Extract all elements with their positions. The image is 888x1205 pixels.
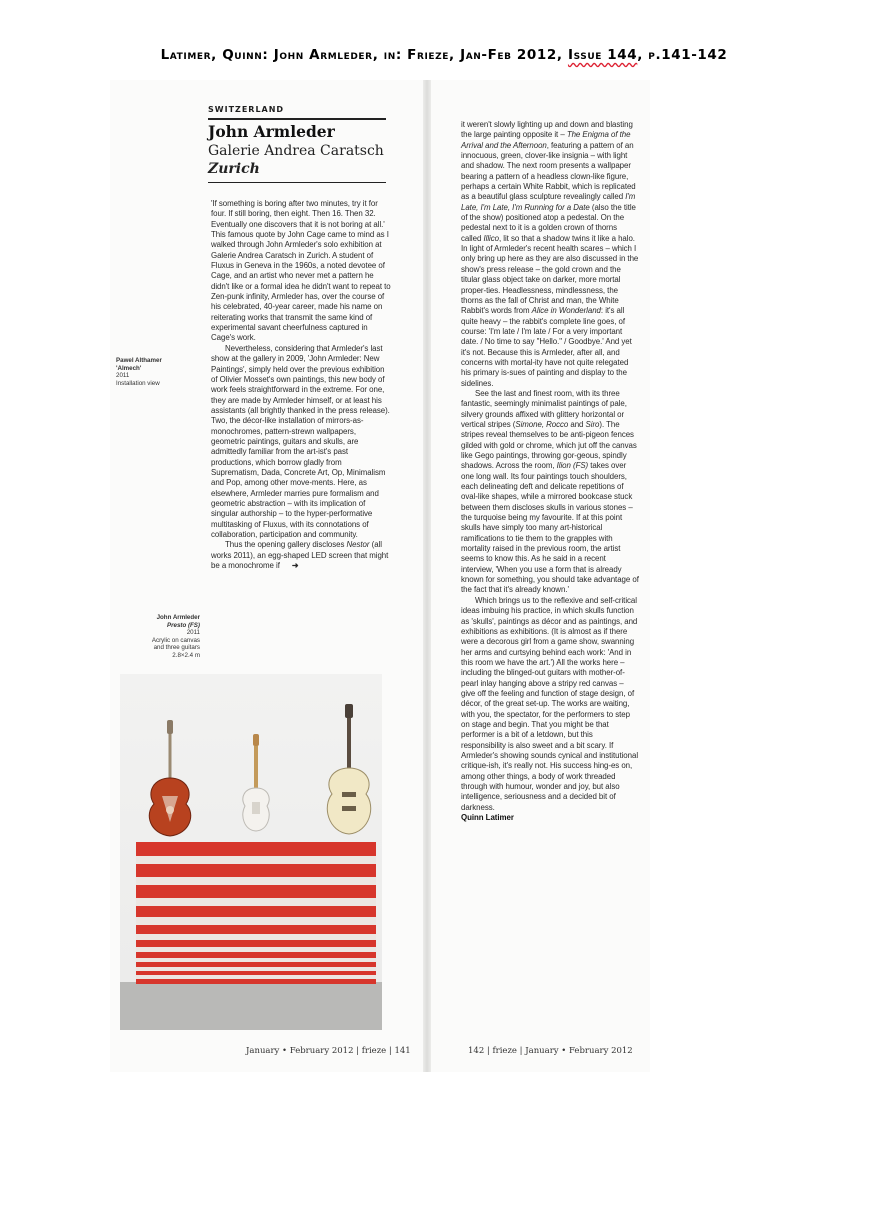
caption-work: Presto (FS): [166, 621, 200, 629]
article-venue: Galerie Andrea Caratsch: [208, 143, 384, 159]
article-title: John Armleder: [208, 122, 335, 141]
article-column-2: [461, 120, 639, 823]
title-rule-top: [208, 118, 386, 120]
caption-althamer: [116, 357, 196, 387]
footer-page-142: 142 | frieze | January • February 2012: [468, 1046, 633, 1056]
citation-text: Latimer, Quinn: John Armleder, in: Frieze, Jan-Feb 2012,: [160, 47, 563, 63]
section-kicker: SWITZERLAND: [208, 105, 285, 114]
footer-page-141: January • February 2012 | frieze | 141: [246, 1046, 411, 1056]
article-column-1: [211, 199, 391, 571]
citation-issue: Issue 144: [567, 47, 638, 63]
gallery-floor: [120, 982, 382, 1030]
caption-work: 'Almech': [116, 364, 142, 372]
citation-pages: , p.141-142: [637, 47, 728, 63]
caption-size: 2.8×2.4 m: [172, 651, 200, 659]
page-gutter: [423, 80, 431, 1072]
caption-medium: and three guitars: [153, 644, 200, 652]
paragraph: Which brings us to the reflexive and self-critical ideas imbuing his practice, in which skulls function as 'skulls', paintings as décor and as paintings, and exhibitions as exhibitions. (It is almost as if there were a decorous girl from a game show, swanning her arms and curtsying behind each work: 'And in this room we have the art.') All the works here – including the blinged-out guitars with mother-of-pearl inlay hanging above a stripy red canvas – give off the feeling and function of stage design, of décor, of the great set-up. The works are waiting, with you, the spectator, for the performers to step on stage and begin. That you might be that performer is a bit of a letdown, but this responsibility is also sweet and a bit scary. If Armleder's showing sounds cynical and institutional critique-ish, it's really not. His success hing-es on, among other things, a body of work threaded through with humour, wonder and joy, but also intelligence, seriousness and a decided bit of darkness.: [461, 595, 639, 812]
caption-artist: John Armleder: [156, 614, 200, 621]
citation-header: [0, 47, 888, 63]
paragraph: 'If something is boring after two minutes, try it for four. If still boring, then eight. Then 16. Then 32. Eventually one discovers that it is not boring at all.' This famous quote by John Cage came to mind as I walked through John Armleder's solo exhibition at Galerie Andrea Caratsch in Zurich. A student of Fluxus in Geneva in the 1960s, a noted devotee of Cage, and an artist who never met a pattern he didn't like or a formal idea he didn't want to repeat to Zen-punk infinity, Armleder has, over the course of his celebrated, 40-year career, made his name on reiterating works that transmit the same kind of experimental savant cheerfulness captured in Cage's work.: [211, 199, 391, 343]
stripe-painting: [136, 842, 376, 984]
continue-arrow-icon: ➜: [291, 561, 299, 571]
orange-guitar-icon: [142, 718, 198, 840]
cream-guitar-icon: [320, 702, 378, 838]
article-city: Zurich: [208, 161, 260, 177]
caption-year: 2011: [186, 629, 200, 637]
caption-armleder: [120, 614, 200, 660]
paragraph: Thus the opening gallery discloses Nestor (all works 2011), an egg-shaped LED screen that might be a monochrome if ➜: [211, 540, 389, 571]
title-rule-bottom: [208, 182, 386, 183]
caption-medium: Acrylic on canvas: [151, 636, 200, 644]
paragraph: it weren't slowly lighting up and down and blasting the large painting opposite it – The Enigma of the Arrival and the Afternoon, featuring a pattern of an innocuous, green, clover-like insignia – with light and shadow. The next room presents a wallpaper bearing a pattern of a headless clown-like figure, perhaps a certain White Rabbit, which is replicated as a beautiful glass sculpture revealingly called I'm Late, I'm Late, I'm Running for a Date (also the title of the show) positioned atop a pedestal. On the pedestal next to it is a golden crown of thorns called Illico, lit so that a shadow twins it like a halo. In light of Armleder's recent health scares – which I only bring up here as they are also discussed in the show's press release – the gold crown and the titular glass object take on darker, more mortal proper-ties. Headlessness, mindlessness, the thorns as the fall of Christ and man, the White Rabbit's words from Alice in Wonderland: it's all quite heavy – the rabbit's complete line goes, of course: 'I'm late / I'm late / For a very important date. / No time to say "Hello." / Goodbye.' And yet it's not. Because this is Armleder, after all, and concerns with mortal-ity have not quite relegated his primary is-sues of painting and display to the sidelines.: [461, 120, 639, 388]
byline: Quinn Latimer: [461, 813, 514, 823]
caption-year: 2011: [116, 372, 130, 380]
white-guitar-icon: [238, 732, 274, 834]
paragraph: See the last and finest room, with its three fantastic, seemingly minimalist paintings of pale, silvery grounds affixed with glittery horizontal or vertical stripes (Simone, Rocco and Siro). The stripes reveal themselves to be anti-pigeon fences gilded with gold or chrome, which jut off the canvas like Gego paintings, throwing gor-geous, spindly shadows. Across the room, Ilion (FS) takes over one long wall. Its four paintings touch shoulders, each delineating deft and delicate repetitions of oval-like shapes, while a mirrored bookcase stuck between them discloses skulls in various stones – the turquoise being my favourite. If at this point skulls have simply too many art-historical ramifications to tie them to the grapples with mortality raised in the previous room, the artist seems to know this. As he said in a recent interview, 'When you use a form that is already known for something, you should take advantage of the fact that it's already known.': [461, 388, 639, 595]
caption-note: Installation view: [116, 379, 160, 387]
caption-artist: Pawel Althamer: [116, 357, 162, 364]
paragraph: Nevertheless, considering that Armleder's last show at the gallery in 2009, 'John Armleder: New Paintings', simply held over the previous exhibition of Olivier Mosset's own paintings, this new body of work feels straightforward in the extreme. For one, they are made by Armleder himself, or at least his assistants (all brightly thanked in the press release). Two, the décor-like installation of mirrors-as-monochromes, pattern-strewn wallpapers, geometric paintings, guitars and skulls, are admittedly familiar from the art-ist's past productions, which borrow gladly from Suprematism, Dada, Concrete Art, Op, Minimalism and Pop, among other move-ments. Here, as elsewhere, Armleder marries pure formalism and geometric abstraction – with its implication of singular authorship – to the hyper-performative multitasking of Fluxus, with its connotations of collaboration, participation and community.: [211, 343, 390, 539]
